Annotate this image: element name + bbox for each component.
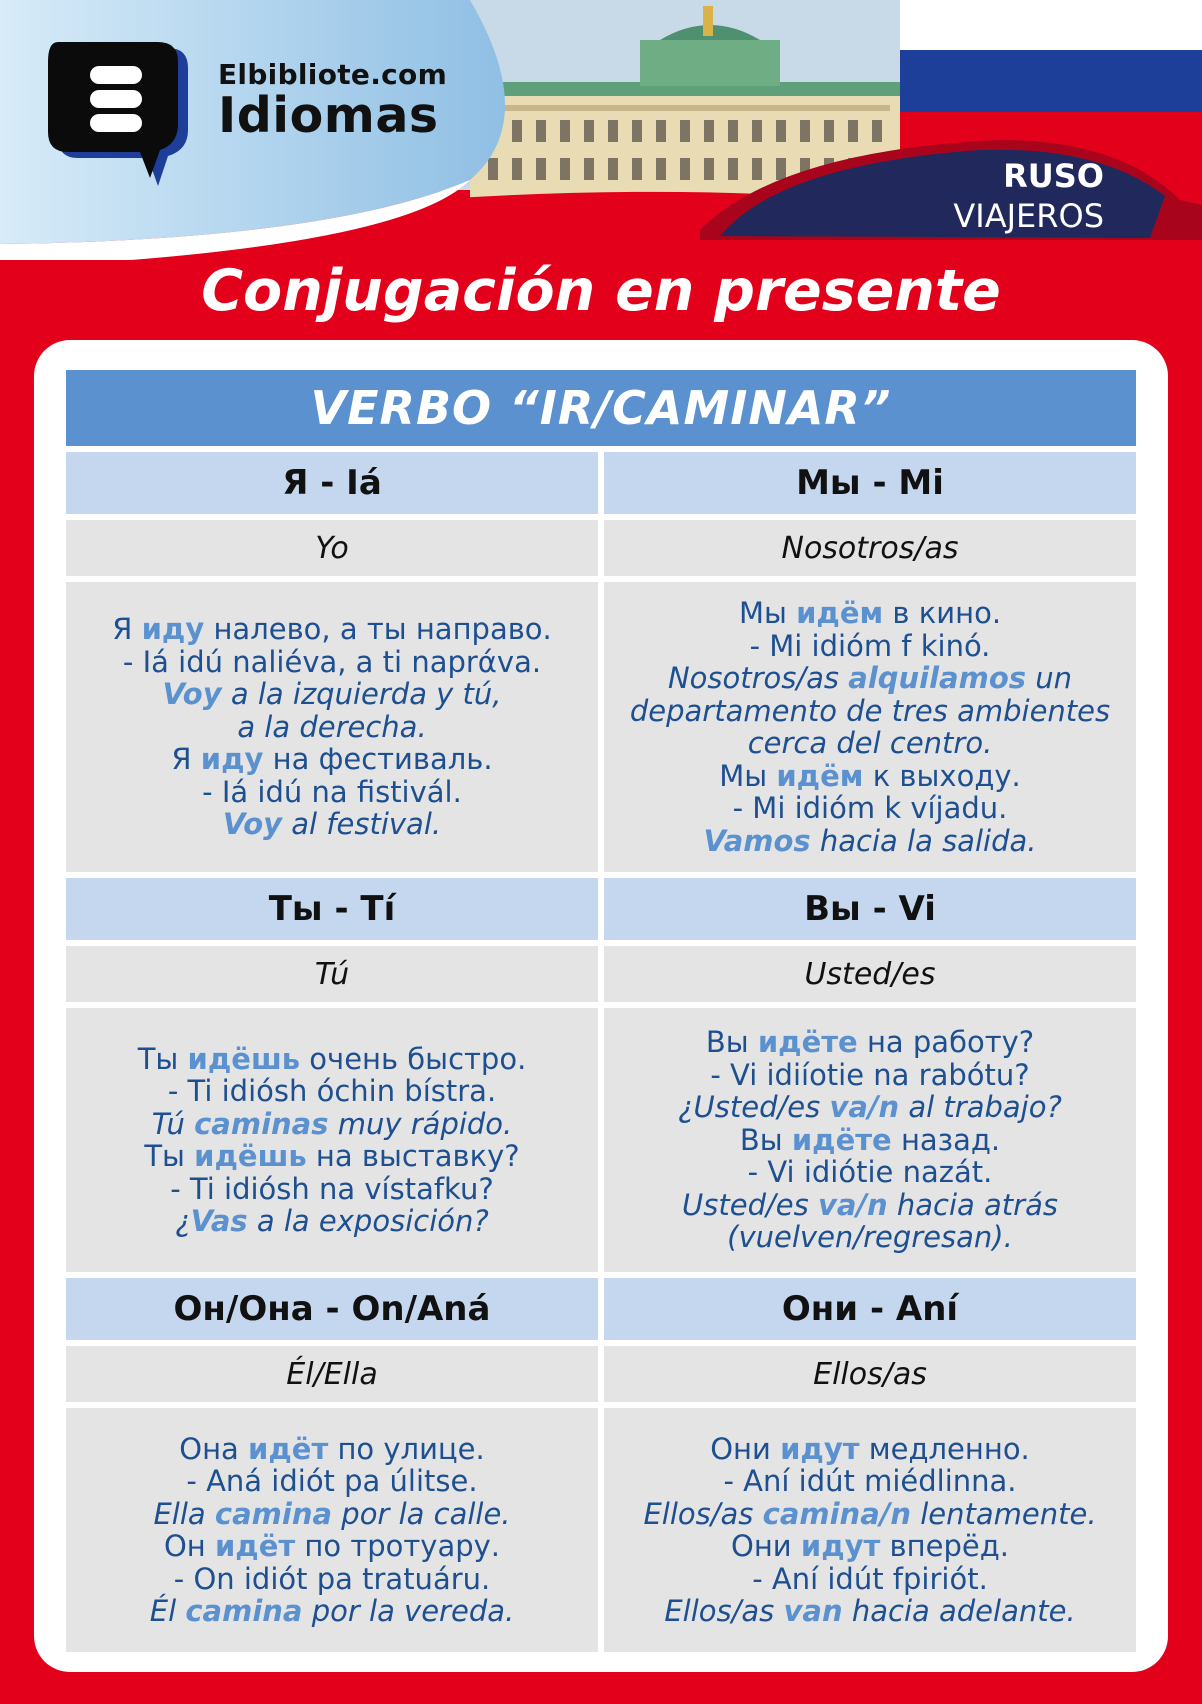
translation-row: [66, 520, 1136, 576]
example-line: [150, 1595, 514, 1628]
pronoun-cell: Он/Она - On/Aná: [66, 1278, 598, 1340]
example-line: [752, 1563, 988, 1596]
example-text: в кино.: [883, 596, 1002, 630]
example-row: [66, 582, 1136, 872]
example-text: cerca del centro.: [747, 726, 993, 760]
example-text: - Aní idút fpiriót.: [752, 1561, 988, 1596]
verb-form: alquilamos: [848, 661, 1027, 695]
example-line: [112, 613, 552, 646]
verb-form: va/n: [817, 1187, 888, 1222]
example-text: на работу?: [857, 1025, 1035, 1060]
example-text: hacia adelante.: [842, 1594, 1076, 1628]
example-line: [643, 1498, 1096, 1531]
example-cell: [604, 1008, 1136, 1272]
verb-form: иду: [141, 612, 205, 647]
verb-form: идёшь: [194, 1139, 307, 1173]
example-line: [704, 825, 1037, 858]
example-text: по улице.: [328, 1431, 485, 1466]
verb-form: Vamos: [703, 823, 811, 858]
example-line: [740, 1124, 1000, 1157]
verb-title: VERBO “IR/CAMINAR”: [66, 370, 1136, 446]
example-line: [237, 711, 426, 744]
flag-white-stripe: [860, 0, 1202, 50]
example-text: Я: [112, 612, 142, 647]
example-line: [733, 792, 1008, 825]
example-row: [66, 1408, 1136, 1652]
example-line: [186, 1465, 477, 1498]
example-text: Tú: [151, 1106, 195, 1141]
pronoun-row: [66, 1278, 1136, 1340]
verb-form: Voy: [162, 677, 222, 712]
verb-form: caminas: [194, 1106, 329, 1141]
verb-form: идёшь: [187, 1041, 301, 1076]
example-text: por la vereda.: [302, 1594, 515, 1628]
example-text: налево, а ты направо.: [204, 612, 552, 647]
pronoun-row: [66, 878, 1136, 940]
example-line: [710, 1059, 1029, 1092]
example-text: departamento de tres ambientes: [629, 693, 1111, 728]
example-line: [723, 1465, 1016, 1498]
example-text: к выходу.: [863, 758, 1021, 793]
example-text: Ты: [137, 1041, 188, 1076]
example-line: [174, 1563, 490, 1596]
page-title: Conjugación en presente: [201, 258, 1001, 324]
logo-icon: [48, 38, 208, 188]
example-line: [138, 1043, 527, 1076]
example-text: Ella: [153, 1496, 215, 1531]
example-line: [202, 776, 462, 809]
example-line: [170, 1173, 493, 1206]
example-line: [668, 662, 1072, 695]
example-text: Nosotros/as: [667, 661, 849, 695]
example-line: [179, 1433, 484, 1466]
verb-form: Vas: [190, 1204, 248, 1238]
flag-blue-stripe: [860, 50, 1202, 112]
verb-form: идём: [796, 596, 884, 630]
example-line: [153, 1498, 510, 1531]
example-text: - On idiót pa tratuáru.: [173, 1561, 491, 1596]
example-text: Ellos/as: [664, 1594, 784, 1628]
verb-form: van: [783, 1594, 843, 1628]
example-line: [171, 743, 492, 776]
conjugation-table: [66, 370, 1136, 1652]
verb-form: camina: [185, 1594, 303, 1628]
language-tag: [953, 156, 1104, 236]
example-cell: [604, 582, 1136, 872]
example-text: Я: [171, 742, 201, 777]
brand-name: Idiomas: [218, 87, 439, 144]
example-text: a la izquierda y tú,: [221, 677, 502, 712]
example-line: [144, 1140, 519, 1173]
verb-form: идёте: [757, 1025, 858, 1060]
example-text: на фестиваль.: [263, 742, 493, 777]
translation-cell: Usted/es: [604, 946, 1136, 1002]
example-line: [175, 1205, 489, 1238]
example-text: Él: [149, 1594, 186, 1628]
example-text: por la calle.: [332, 1496, 511, 1531]
pronoun-cell: Мы - Mi: [604, 452, 1136, 514]
example-text: - Vi idiíotie na rabótu?: [710, 1057, 1030, 1092]
example-text: un: [1026, 661, 1073, 695]
example-text: медленно.: [859, 1431, 1030, 1466]
example-line: [664, 1595, 1075, 1628]
pronoun-cell: Ты - Tí: [66, 878, 598, 940]
example-line: [706, 1026, 1034, 1059]
example-text: a la exposición?: [247, 1204, 489, 1238]
example-text: ¿Usted/es: [678, 1090, 830, 1125]
example-text: вперёд.: [880, 1529, 1009, 1563]
example-line: [123, 646, 541, 679]
example-text: Ellos/as: [643, 1496, 763, 1531]
verb-form: идут: [780, 1431, 860, 1466]
example-text: Мы: [738, 596, 797, 630]
example-text: Вы: [705, 1025, 758, 1060]
example-line: [748, 727, 993, 760]
example-text: Они: [710, 1431, 781, 1466]
example-line: [739, 597, 1001, 630]
translation-row: [66, 1346, 1136, 1402]
example-text: ¿: [175, 1204, 191, 1238]
brand-site: Elbibliote.com: [218, 58, 448, 91]
example-cell: [604, 1408, 1136, 1652]
example-text: - Ti idiósh na vístafku?: [170, 1171, 494, 1206]
example-text: al festival.: [282, 807, 442, 842]
brand: [218, 58, 448, 144]
example-text: hacia la salida.: [810, 823, 1037, 858]
example-text: - Iá idú na fistivál.: [202, 774, 462, 809]
example-text: hacia atrás: [887, 1187, 1058, 1222]
example-line: [710, 1433, 1030, 1466]
translation-cell: Ellos/as: [604, 1346, 1136, 1402]
example-line: [719, 760, 1021, 793]
verb-form: идёте: [791, 1122, 892, 1157]
pronoun-cell: Они - Aní: [604, 1278, 1136, 1340]
example-text: - Iá idú naliéva, a ti naprάva.: [122, 644, 542, 679]
example-line: [164, 1530, 500, 1563]
example-text: - Aná idiót pa úlitse.: [186, 1464, 478, 1498]
example-cell: [66, 1408, 598, 1652]
example-text: lentamente.: [911, 1496, 1097, 1531]
example-text: на выставку?: [306, 1139, 520, 1173]
verb-form: идёт: [214, 1529, 296, 1563]
example-cell: [66, 1008, 598, 1272]
verb-form: Voy: [222, 807, 283, 842]
example-line: [630, 695, 1110, 728]
translation-cell: Yo: [66, 520, 598, 576]
example-text: очень быстро.: [300, 1041, 527, 1076]
example-text: - Aní idút miédlinna.: [723, 1464, 1017, 1498]
verb-form: идут: [800, 1529, 881, 1563]
example-text: Ты: [144, 1139, 195, 1173]
verb-form: va/n: [829, 1090, 900, 1125]
example-text: Вы: [739, 1122, 792, 1157]
example-text: - Mi idióm k víjadu.: [732, 791, 1008, 825]
example-line: [748, 1156, 993, 1189]
example-text: - Ti idiósh óchin bístra.: [167, 1074, 497, 1108]
example-cell: [66, 582, 598, 872]
example-line: [152, 1108, 513, 1141]
example-text: Usted/es: [682, 1187, 818, 1222]
pronoun-cell: Вы - Vi: [604, 878, 1136, 940]
tag-language: RUSO: [1003, 157, 1104, 195]
example-line: [731, 1530, 1009, 1563]
example-text: Он: [163, 1529, 215, 1563]
example-text: al trabajo?: [899, 1090, 1062, 1125]
tag-subtitle: VIAJEROS: [953, 197, 1104, 235]
example-text: - Vi idiótie nazát.: [747, 1155, 993, 1190]
translation-cell: Nosotros/as: [604, 520, 1136, 576]
example-text: muy rápido.: [328, 1106, 513, 1141]
verb-form: иду: [200, 742, 264, 777]
example-text: назад.: [891, 1122, 1001, 1157]
example-text: (vuelven/regresan).: [727, 1220, 1013, 1255]
example-text: Они: [731, 1529, 801, 1563]
example-line: [162, 678, 501, 711]
translation-row: [66, 946, 1136, 1002]
example-text: - Mi idióm f kinó.: [749, 628, 991, 663]
verb-form: camina/n: [762, 1496, 911, 1531]
verb-form: идёт: [248, 1431, 329, 1466]
example-text: по тротуару.: [295, 1529, 501, 1563]
translation-cell: Tú: [66, 946, 598, 1002]
example-line: [727, 1221, 1013, 1254]
example-line: [682, 1189, 1058, 1222]
example-text: Мы: [719, 758, 777, 793]
verb-form: camina: [214, 1496, 333, 1531]
translation-cell: Él/Ella: [66, 1346, 598, 1402]
pronoun-row: [66, 452, 1136, 514]
pronoun-cell: Я - Iá: [66, 452, 598, 514]
example-text: a la derecha.: [237, 709, 427, 744]
verb-form: идём: [776, 758, 864, 793]
example-line: [750, 630, 991, 663]
example-line: [223, 808, 441, 841]
example-line: [678, 1091, 1062, 1124]
example-text: Она: [179, 1431, 249, 1466]
example-line: [168, 1075, 496, 1108]
example-row: [66, 1008, 1136, 1272]
